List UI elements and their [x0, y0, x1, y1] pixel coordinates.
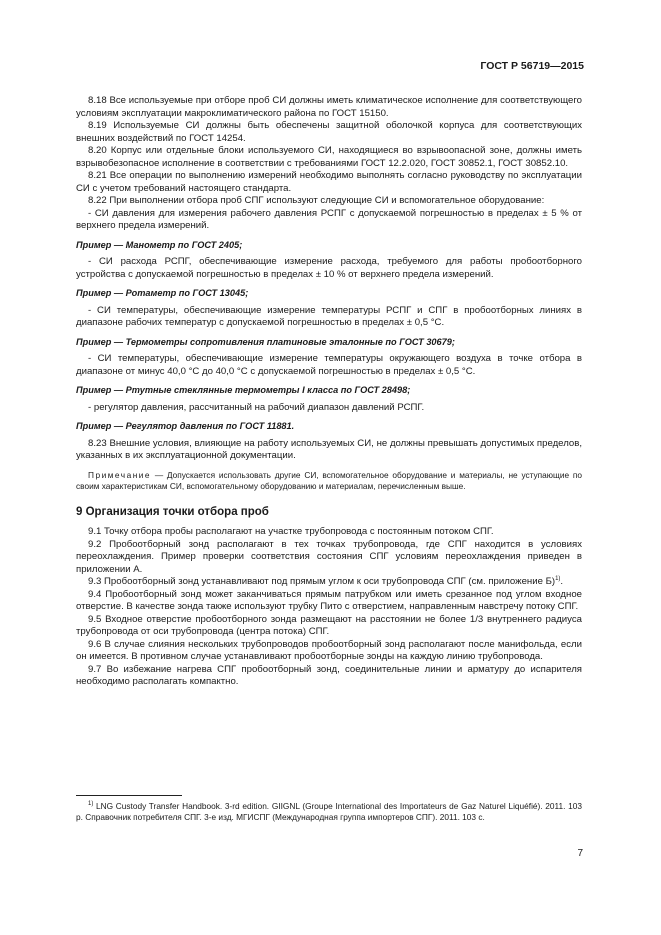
clause-9-4: 9.4 Пробоотборный зонд может заканчиваться прямым патрубком или иметь срезанное под углом входное отверстие. В качестве зонда также используют трубку Пито с отверстием, направленным навстречу потоку СПГ.: [76, 588, 582, 612]
list-item-pressure-regulator: - регулятор давления, рассчитанный на рабочий диапазон давлений РСПГ.: [88, 401, 425, 413]
document-header-id: ГОСТ Р 56719—2015: [480, 60, 584, 72]
note-label: Примечание: [88, 469, 152, 480]
page-number: 7: [577, 848, 583, 859]
footnote-text: LNG Custody Transfer Handbook. 3-rd edition. GIIGNL (Groupe International des Importateurs de Gaz Naturel Liquéfié). 2011. 103 p. Справочник потребителя СПГ. 3-е изд. МГИСПГ (Международная группа импортеров СПГ). 2011. 103 с.: [76, 801, 582, 822]
list-item-temperature-air: - СИ температуры, обеспечивающие измерение температуры окружающего воздуха в точке отбора в диапазоне от минус 40,0 °С до 40,0 °С с допускаемой погрешностью в пределах ± 0,5 °С.: [76, 353, 582, 377]
footnote: [76, 801, 582, 823]
example-thermometer-mercury: Пример — Ртутные стеклянные термометры I класса по ГОСТ 28498;: [76, 385, 411, 395]
clause-8-18: 8.18 Все используемые при отборе проб СИ должны иметь климатическое исполнение для соответствующего условиям эксплуатации макроклиматического района по ГОСТ 15150.: [76, 95, 582, 119]
section-9-title: 9 Организация точки отбора проб: [76, 505, 269, 518]
clause-9-3-text: 9.3 Пробоотборный зонд устанавливают под прямым углом к оси трубопровода СПГ (см. приложение Б): [88, 576, 556, 587]
clause-9-5: 9.5 Входное отверстие пробоотборного зонда размещают на расстоянии не более 1/3 внутреннего радиуса трубопровода от оси трубопровода (центра потока) СПГ.: [76, 613, 582, 637]
footnote-ref: 1): [555, 576, 561, 582]
clause-8-19: 8.19 Используемые СИ должны быть обеспечены защитной оболочкой корпуса для соответствующих внешних воздействий по ГОСТ 14254.: [76, 120, 582, 144]
list-item-temperature-lines: - СИ температуры, обеспечивающие измерение температуры РСПГ и СПГ в пробоотборных линиях в диапазоне рабочих температур с допускаемой погрешностью в пределах ± 0,5 °С.: [76, 304, 582, 328]
clause-8-20: 8.20 Корпус или отдельные блоки используемого СИ, находящиеся во взрывоопасной зоне, должны иметь взрывобезопасное исполнение в соответствии с требованиями ГОСТ 12.2.020, ГОСТ 30852.1, ГОСТ 30852.10.: [76, 145, 582, 169]
example-rotameter: Пример — Ротаметр по ГОСТ 13045;: [76, 288, 249, 298]
clause-9-6: 9.6 В случае слияния нескольких трубопроводов пробоотборный зонд располагают после манифольда, если он имеется. В противном случае устанавливают пробоотборные зонды на каждую линию трубопровода.: [76, 638, 582, 662]
document-body: [76, 95, 582, 689]
list-item-flow: - СИ расхода РСПГ, обеспечивающие измерение расхода, требуемого для работы пробоотборного устройства с допускаемой погрешностью в пределах ± 10 % от верхнего предела измерений.: [76, 256, 582, 280]
clause-8-21: 8.21 Все операции по выполнению измерений необходимо выполнять согласно руководству по эксплуатации СИ с учетом требований настоящего стандарта.: [76, 170, 582, 194]
example-manometer: Пример — Манометр по ГОСТ 2405;: [76, 239, 243, 250]
clause-8-23: 8.23 Внешние условия, влияющие на работу используемых СИ, не должны превышать допустимых пределов, указанных в их эксплуатационной документации.: [76, 437, 582, 461]
clause-9-3-end: .: [560, 576, 564, 587]
clause-9-1: 9.1 Точку отбора пробы располагают на участке трубопровода с постоянным потоком СПГ.: [88, 526, 494, 537]
footnote-separator: [76, 795, 182, 796]
note: [76, 470, 582, 492]
note-text: — Допускается использовать другие СИ, вспомогательное оборудование и материалы, не уступающие по своим характеристикам СИ, вспомогательному оборудованию и материалам, перечисленным выше.: [76, 469, 582, 491]
clause-9-2: 9.2 Пробоотборный зонд располагают в тех точках трубопровода, где СПГ находится в условиях переохлаждения. Пример проверки соответствия состояния СПГ условиям переохлаждения приведен в приложении А.: [76, 538, 582, 575]
footnote-mark: 1): [88, 801, 94, 807]
clause-9-7: 9.7 Во избежание нагрева СПГ пробоотборный зонд, соединительные линии и арматуру до испарителя необходимо располагать компактно.: [76, 663, 582, 687]
clause-9-3: [76, 576, 582, 589]
list-item-pressure: - СИ давления для измерения рабочего давления РСПГ с допускаемой погрешностью в пределах ± 5 % от верхнего предела измерений.: [76, 207, 582, 231]
clause-8-22: 8.22 При выполнении отбора проб СПГ используют следующие СИ и вспомогательное оборудование:: [88, 195, 545, 206]
example-thermometer-platinum: Пример — Термометры сопротивления платиновые эталонные по ГОСТ 30679;: [76, 336, 455, 347]
example-regulator: Пример — Регулятор давления по ГОСТ 11881.: [76, 421, 295, 431]
